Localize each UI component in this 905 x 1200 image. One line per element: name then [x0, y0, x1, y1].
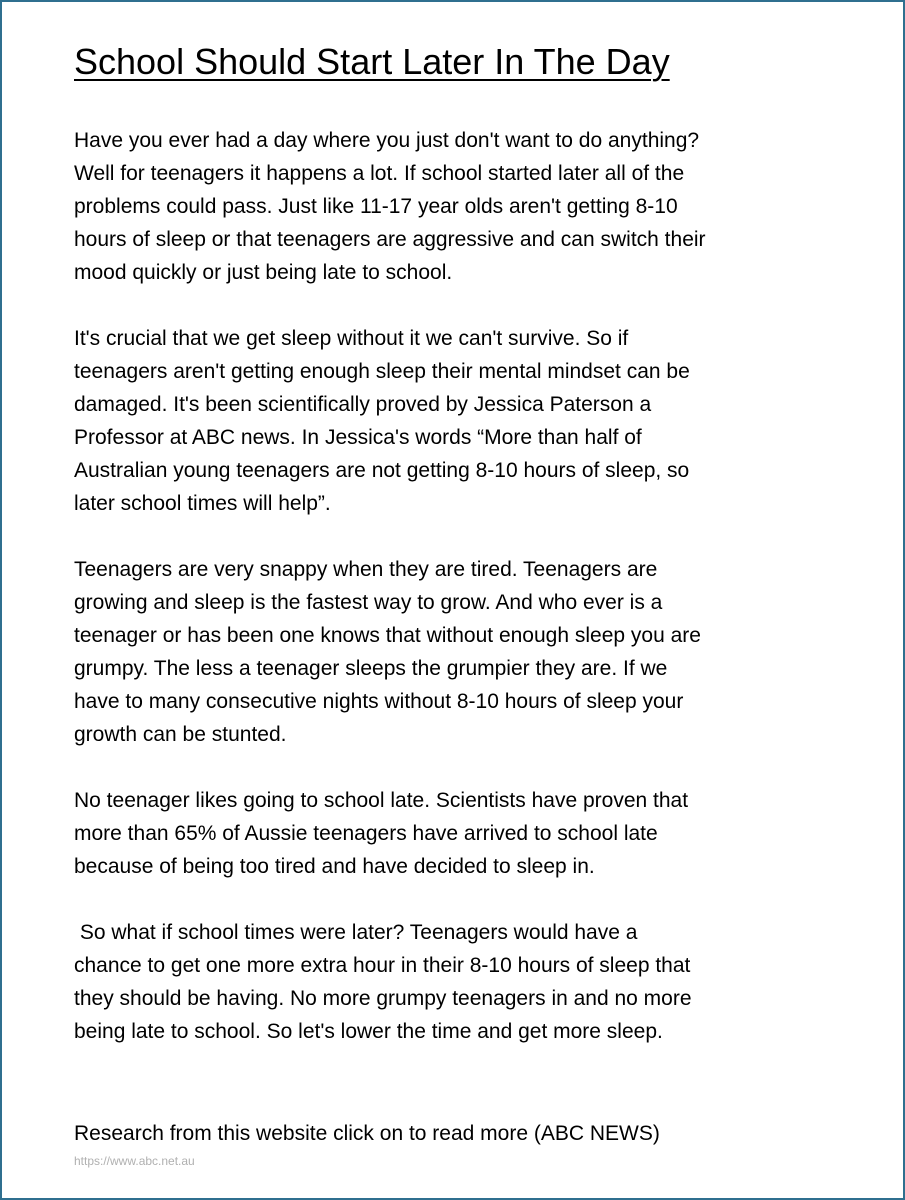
- paragraph-line: Australian young teenagers are not getting 8-10 hours of sleep, so: [74, 459, 690, 482]
- paragraph-line: It's crucial that we get sleep without it we can't survive. So if: [74, 327, 629, 350]
- paragraph-sleep-crucial: [74, 322, 874, 520]
- paragraph-intro: [74, 124, 874, 289]
- paragraph-conclusion: [74, 916, 874, 1048]
- paragraph-line: growing and sleep is the fastest way to grow. And who ever is a: [74, 591, 663, 614]
- paragraph-line: they should be having. No more grumpy teenagers in and no more: [74, 987, 692, 1010]
- paragraph-line: damaged. It's been scientifically proved by Jessica Paterson a: [74, 393, 652, 416]
- paragraph-line: grumpy. The less a teenager sleeps the grumpier they are. If we: [74, 657, 668, 680]
- document-body: [74, 124, 874, 1081]
- paragraph-late: [74, 784, 874, 883]
- paragraph-line: teenager or has been one knows that without enough sleep you are: [74, 624, 701, 647]
- paragraph-line: more than 65% of Aussie teenagers have arrived to school late: [74, 822, 658, 845]
- paragraph-line: mood quickly or just being late to school.: [74, 261, 453, 284]
- research-note: Research from this website click on to read more (ABC NEWS): [74, 1122, 660, 1145]
- paragraph-line: chance to get one more extra hour in their 8-10 hours of sleep that: [74, 954, 691, 977]
- source-url-link[interactable]: https://www.abc.net.au: [74, 1154, 195, 1168]
- document-title: School Should Start Later In The Day: [74, 41, 670, 82]
- paragraph-line: growth can be stunted.: [74, 723, 287, 746]
- paragraph-line: No teenager likes going to school late. Scientists have proven that: [74, 789, 689, 812]
- paragraph-line: later school times will help”.: [74, 492, 331, 515]
- paragraph-line: Teenagers are very snappy when they are tired. Teenagers are: [74, 558, 658, 581]
- paragraph-snappy: [74, 553, 874, 751]
- paragraph-line: have to many consecutive nights without 8-10 hours of sleep your: [74, 690, 684, 713]
- paragraph-line: Professor at ABC news. In Jessica's words “More than half of: [74, 426, 642, 449]
- paragraph-line: because of being too tired and have decided to sleep in.: [74, 855, 595, 878]
- paragraph-line: hours of sleep or that teenagers are aggressive and can switch their: [74, 228, 706, 251]
- paragraph-line: So what if school times were later? Teenagers would have a: [74, 921, 638, 944]
- paragraph-line: teenagers aren't getting enough sleep their mental mindset can be: [74, 360, 690, 383]
- paragraph-line: Have you ever had a day where you just don't want to do anything?: [74, 129, 700, 152]
- paragraph-line: being late to school. So let's lower the time and get more sleep.: [74, 1020, 663, 1043]
- paragraph-line: Well for teenagers it happens a lot. If school started later all of the: [74, 162, 685, 185]
- paragraph-line: problems could pass. Just like 11-17 year olds aren't getting 8-10: [74, 195, 678, 218]
